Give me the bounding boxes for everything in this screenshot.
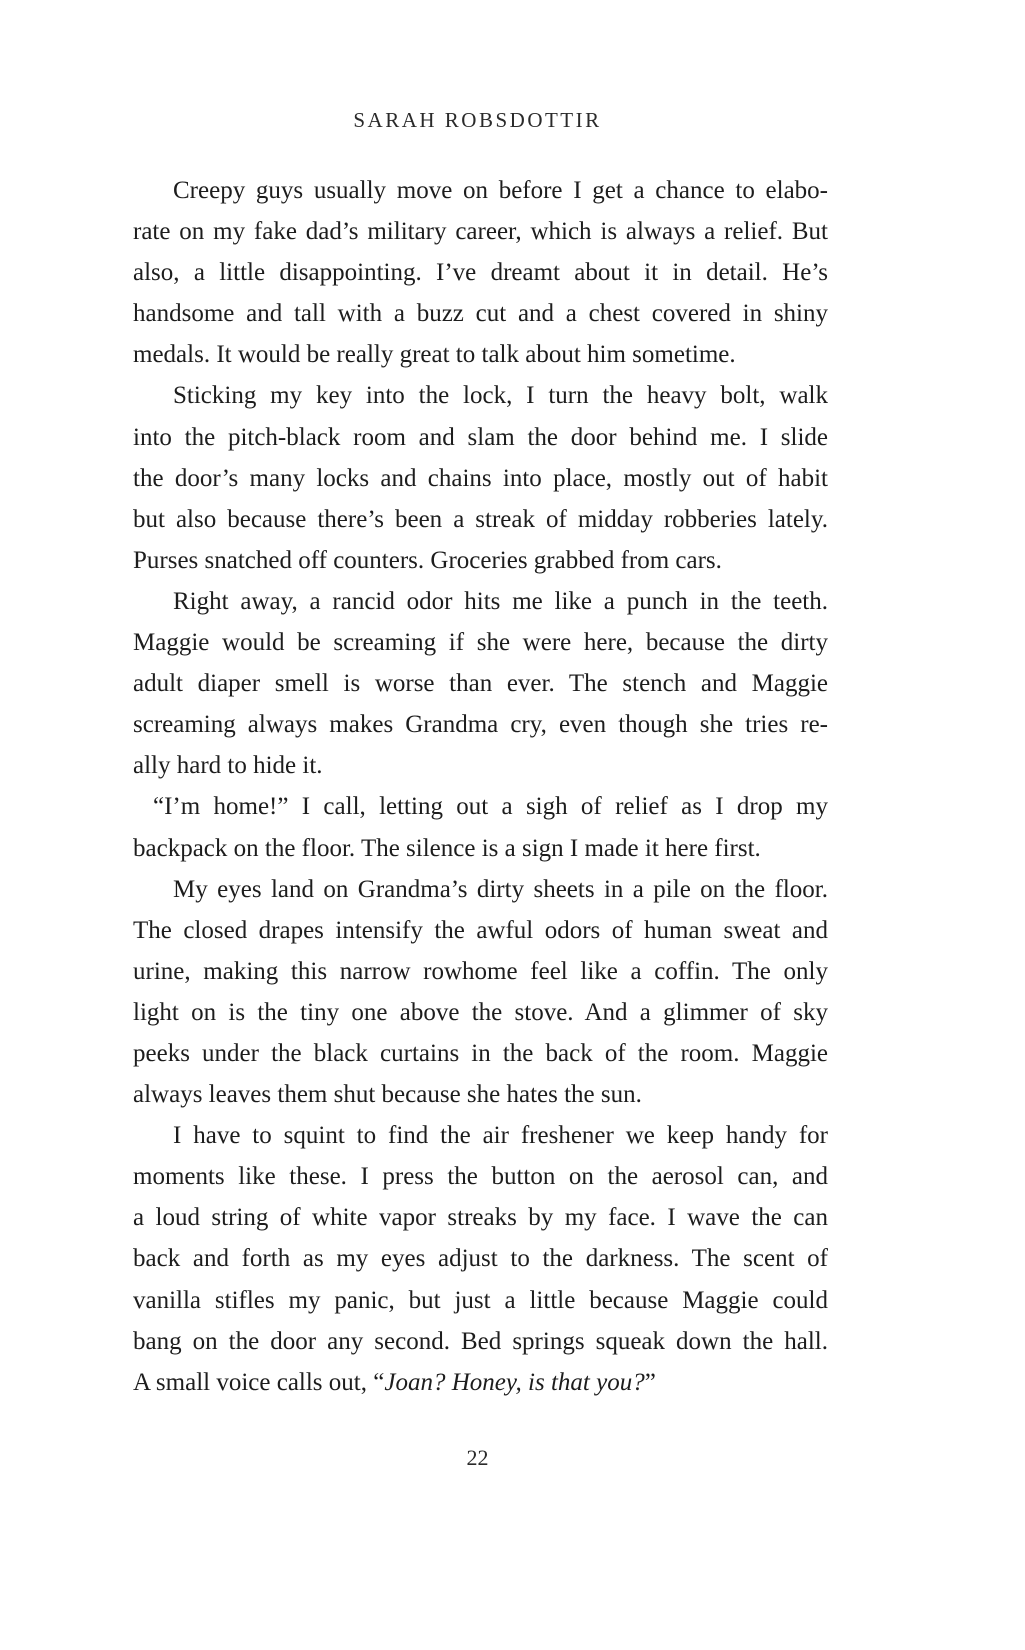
text-line: Right away, a rancid odor hits me like a punch in the teeth.	[173, 587, 828, 615]
text-line: but also because there’s been a streak of midday robberies lately.	[133, 505, 828, 533]
dialogue-lead-in: A small voice calls out, “	[133, 1368, 385, 1396]
text-line: ally hard to hide it.	[133, 752, 323, 780]
text-line: always leaves them shut because she hates the sun.	[133, 1081, 642, 1109]
body-text	[133, 170, 828, 1403]
paragraph	[133, 170, 828, 375]
text-line: The closed drapes intensify the awful odors of human sweat and	[133, 916, 828, 944]
text-line: into the pitch-black room and slam the door behind me. I slide	[133, 423, 828, 451]
text-line: urine, making this narrow rowhome feel like a coffin. The only	[133, 957, 828, 985]
paragraph	[133, 786, 828, 868]
text-line: peeks under the black curtains in the back of the room. Maggie	[133, 1039, 828, 1067]
text-line: vanilla stifles my panic, but just a little because Maggie could	[133, 1286, 828, 1314]
page-number: 22	[466, 1445, 489, 1470]
text-line: the door’s many locks and chains into place, mostly out of habit	[133, 464, 828, 492]
text-line: screaming always makes Grandma cry, even though she tries re-	[133, 711, 828, 739]
text-line: “I’m home!” I call, letting out a sigh of relief as I drop my	[153, 793, 828, 821]
paragraph	[133, 869, 828, 1116]
text-line: rate on my fake dad’s military career, which is always a relief. But	[133, 218, 828, 246]
text-line: a loud string of white vapor streaks by my face. I wave the can	[133, 1204, 828, 1232]
text-line: handsome and tall with a buzz cut and a chest covered in shiny	[133, 300, 828, 328]
paragraph	[133, 581, 828, 786]
italic-dialogue: Joan? Honey, is that you?	[384, 1368, 645, 1396]
text-line: Purses snatched off counters. Groceries grabbed from cars.	[133, 546, 722, 574]
text-line: moments like these. I press the button on the aerosol can, and	[133, 1163, 828, 1191]
closing-quote: ”	[644, 1368, 656, 1396]
text-line: also, a little disappointing. I’ve dreamt about it in detail. He’s	[133, 259, 828, 287]
text-line: Maggie would be screaming if she were here, because the dirty	[133, 629, 828, 657]
text-line: bang on the door any second. Bed springs squeak down the hall.	[133, 1327, 828, 1355]
text-line: I have to squint to find the air freshener we keep handy for	[173, 1122, 828, 1150]
text-line: medals. It would be really great to talk about him sometime.	[133, 341, 736, 369]
paragraph	[133, 1115, 828, 1403]
paragraph	[133, 375, 828, 580]
final-text-line	[133, 1362, 828, 1403]
running-head-author: SARAH ROBSDOTTIR	[353, 108, 602, 132]
text-line: Creepy guys usually move on before I get a chance to elabo-	[173, 177, 828, 204]
text-line: Sticking my key into the lock, I turn the heavy bolt, walk	[173, 382, 828, 410]
text-line: back and forth as my eyes adjust to the darkness. The scent of	[133, 1245, 828, 1273]
text-line: light on is the tiny one above the stove. And a glimmer of sky	[133, 998, 828, 1026]
text-line: adult diaper smell is worse than ever. The stench and Maggie	[133, 670, 828, 698]
text-line: My eyes land on Grandma’s dirty sheets in a pile on the floor.	[173, 875, 828, 903]
text-line: backpack on the floor. The silence is a sign I made it here first.	[133, 834, 761, 862]
